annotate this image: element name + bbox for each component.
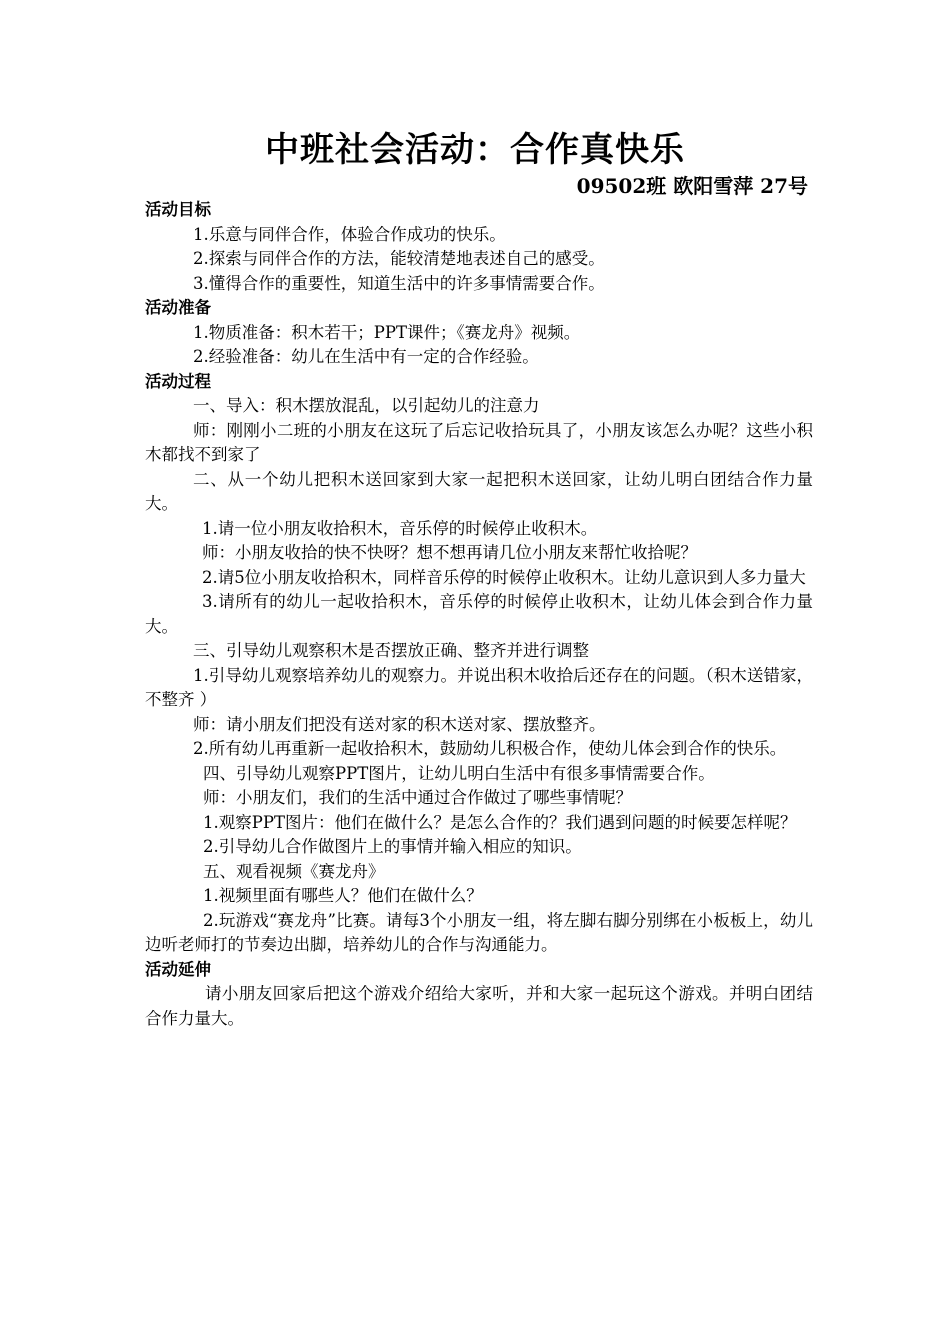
- process-step: 三、引导幼儿观察积木是否摆放正确、整齐并进行调整: [193, 641, 589, 660]
- process-step: 2.请5位小朋友收拾积木，同样音乐停的时候停止收积木。让幼儿意识到人多力量大: [202, 567, 806, 587]
- section-heading-goals: 活动目标: [145, 200, 211, 219]
- process-step: 四、引导幼儿观察PPT图片，让幼儿明白生活中有很多事情需要合作。: [203, 763, 715, 783]
- page-title: 中班社会活动：合作真快乐: [265, 130, 685, 170]
- process-step: 1.观察PPT图片：他们在做什么？是怎么合作的？我们遇到问题的时候要怎样呢？: [203, 812, 797, 832]
- process-step: 师：小朋友收拾的快不快呀？想不想再请几位小朋友来帮忙收拾呢？: [202, 543, 697, 562]
- process-step: 师：小朋友们，我们的生活中通过合作做过了哪些事情呢？: [203, 788, 632, 807]
- process-step: 2.所有幼儿再重新一起收拾积木，鼓励幼儿积极合作，使幼儿体会到合作的快乐。: [193, 739, 787, 758]
- extension-item: 请小朋友回家后把这个游戏介绍给大家听，并和大家一起玩这个游戏。并明白团结合作力量大。: [145, 984, 813, 1028]
- goal-item: 2.探索与同伴合作的方法，能较清楚地表述自己的感受。: [193, 249, 605, 268]
- document-body: [145, 198, 813, 1031]
- process-step: 3.请所有的幼儿一起收拾积木，音乐停的时候停止收积木，让幼儿体会到合作力量大。: [145, 592, 813, 636]
- section-heading-prep: 活动准备: [145, 298, 211, 317]
- process-step: 师：请小朋友们把没有送对家的积木送对家、摆放整齐。: [193, 714, 606, 734]
- prep-item: 2.经验准备：幼儿在生活中有一定的合作经验。: [193, 347, 539, 366]
- prep-item: 1.物质准备：积木若干；PPT课件；《赛龙舟》视频。: [193, 322, 581, 342]
- process-step: 1.引导幼儿观察培养幼儿的观察力。并说出积木收拾后还存在的问题。（积木送错家，不整齐 ）: [145, 665, 813, 709]
- process-step: 1.视频里面有哪些人？他们在做什么？: [203, 886, 483, 905]
- process-step: 二、从一个幼儿把积木送回家到大家一起把积木送回家，让幼儿明白团结合作力量大。: [145, 469, 813, 513]
- goal-item: 1.乐意与同伴合作，体验合作成功的快乐。: [193, 224, 506, 244]
- process-step: 一、导入：积木摆放混乱，以引起幼儿的注意力: [193, 396, 540, 415]
- section-heading-extension: 活动延伸: [145, 959, 211, 979]
- goal-item: 3.懂得合作的重要性，知道生活中的许多事情需要合作。: [193, 273, 605, 293]
- process-step: 师：刚刚小二班的小朋友在这玩了后忘记收拾玩具了，小朋友该怎么办呢？这些小积木都找不到家了: [145, 420, 813, 464]
- process-step: 2.玩游戏“赛龙舟”比赛。请每3个小朋友一组，将左脚右脚分别绑在小板板上，幼儿边听老师打的节奏边出脚，培养幼儿的合作与沟通能力。: [145, 910, 813, 954]
- process-step: 1.请一位小朋友收拾积木，音乐停的时候停止收积木。: [202, 518, 598, 538]
- section-heading-process: 活动过程: [145, 371, 211, 391]
- process-step: 五、观看视频《赛龙舟》: [203, 861, 385, 881]
- process-step: 2.引导幼儿合作做图片上的事情并输入相应的知识。: [203, 837, 582, 856]
- author-line: 09502班 欧阳雪萍 27号: [576, 174, 808, 198]
